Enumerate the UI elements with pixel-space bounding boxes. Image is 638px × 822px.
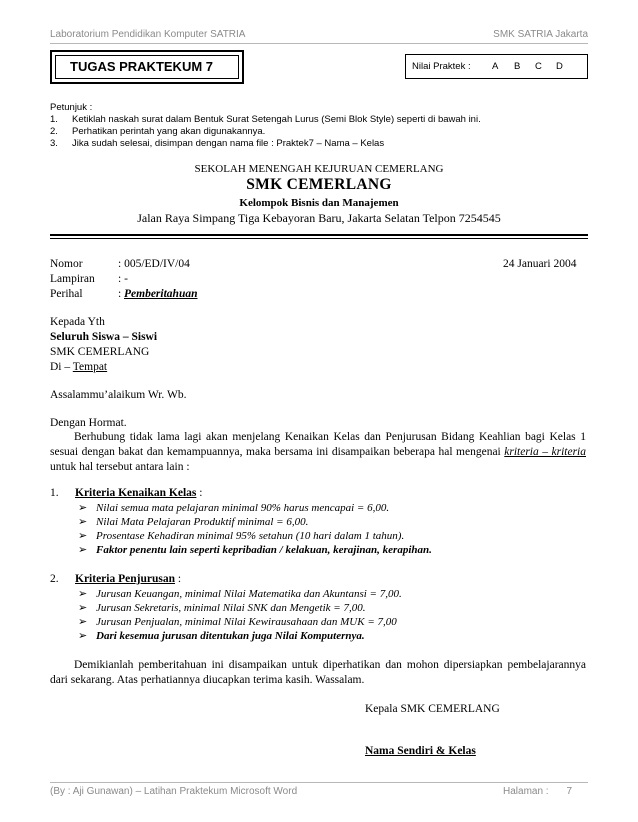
nilai-box bbox=[405, 54, 588, 79]
letterhead-address: Jalan Raya Simpang Tiga Kebayoran Baru, Jakarta Selatan Telpon 7254545 bbox=[137, 211, 501, 225]
lampiran-label: Lampiran bbox=[50, 273, 95, 285]
instruction-item bbox=[50, 114, 588, 126]
opening: Dengan Hormat. bbox=[50, 417, 127, 429]
closing-paragraph: Demikianlah pemberitahuan ini disampaikan untuk diperhatikan dan mohon dipersiapkan pembelajarannya dari sekarang. Atas perhatiannya diucapkan terima kasih. Wassalam. bbox=[50, 659, 586, 686]
lampiran-value: : - bbox=[118, 273, 128, 285]
section1-heading bbox=[75, 486, 202, 500]
body-tail: untuk hal tersebut antara lain : bbox=[50, 461, 190, 473]
title-box bbox=[50, 50, 244, 84]
section1-colon: : bbox=[196, 487, 203, 499]
arrow-bullet-icon: ➢ bbox=[78, 602, 88, 614]
recipient-line1: Kepada Yth bbox=[50, 316, 105, 328]
instruction-num: 1. bbox=[50, 114, 58, 125]
instruction-item bbox=[50, 126, 588, 138]
body-paragraph bbox=[50, 430, 586, 475]
signature-title: Kepala SMK CEMERLANG bbox=[365, 703, 500, 715]
letter-date: 24 Januari 2004 bbox=[503, 258, 577, 270]
footer-left: (By : Aji Gunawan) – Latihan Praktekum Microsoft Word bbox=[50, 786, 298, 797]
arrow-bullet-icon: ➢ bbox=[78, 544, 88, 556]
nomor-value: : 005/ED/IV/04 bbox=[118, 258, 190, 270]
signature-name: Nama Sendiri & Kelas bbox=[365, 745, 476, 757]
body-emphasis: kriteria – kriteria bbox=[504, 446, 586, 458]
arrow-bullet-icon: ➢ bbox=[78, 616, 88, 628]
header-left: Laboratorium Pendidikan Komputer SATRIA bbox=[50, 29, 246, 40]
list-item-text: Nilai Mata Pelajaran Produktif minimal = 6,00. bbox=[96, 516, 309, 528]
list-item-text: Jurusan Penjualan, minimal Nilai Kewirausahaan dan MUK = 7,00 bbox=[96, 616, 397, 628]
arrow-bullet-icon: ➢ bbox=[78, 630, 88, 642]
list-item-text: Jurusan Keuangan, minimal Nilai Matematika dan Akuntansi = 7,00. bbox=[96, 588, 402, 600]
footer-halaman-label: Halaman : bbox=[503, 786, 549, 797]
section1-title: Kriteria Kenaikan Kelas bbox=[75, 487, 197, 499]
letterhead-line3: Kelompok Bisnis dan Manajemen bbox=[239, 197, 399, 209]
grade-a: A bbox=[492, 61, 499, 72]
instruction-item bbox=[50, 138, 588, 150]
instruction-text: Jika sudah selesai, disimpan dengan nama file : Praktek7 – Nama – Kelas bbox=[72, 138, 385, 149]
section2-num: 2. bbox=[50, 573, 59, 585]
recipient-place: Tempat bbox=[72, 361, 108, 373]
grade-d: D bbox=[556, 61, 563, 72]
title-text: TUGAS PRAKTEKUM 7 bbox=[55, 55, 239, 79]
list-item-text: Jurusan Sekretaris, minimal Nilai SNK dan Mengetik = 7,00. bbox=[96, 602, 366, 614]
arrow-bullet-icon: ➢ bbox=[78, 530, 88, 542]
list-item-text: Faktor penentu lain seperti kepribadian / kelakuan, kerajinan, kerapihan. bbox=[96, 544, 432, 556]
footer-page-number: 7 bbox=[566, 786, 572, 797]
list-item-text: Nilai semua mata pelajaran minimal 90% harus mencapai = 6,00. bbox=[96, 502, 390, 514]
recipient-prefix: Di – bbox=[50, 361, 73, 373]
recipient-line2: Seluruh Siswa – Siswi bbox=[50, 331, 158, 343]
instruction-text: Ketiklah naskah surat dalam Bentuk Surat Setengah Lurus (Semi Blok Style) seperti di bawah ini. bbox=[72, 114, 481, 125]
perihal-label: Perihal bbox=[50, 288, 83, 300]
nilai-label: Nilai Praktek : bbox=[412, 61, 471, 72]
grade-c: C bbox=[535, 61, 542, 72]
instructions bbox=[50, 102, 588, 150]
greeting: Assalammu’alaikum Wr. Wb. bbox=[50, 389, 187, 401]
section2-title: Kriteria Penjurusan bbox=[75, 573, 175, 585]
list-item-text: Prosentase Kehadiran minimal 95% setahun (10 hari dalam 1 tahun). bbox=[96, 530, 405, 542]
recipient-line4 bbox=[50, 360, 107, 374]
section1-num: 1. bbox=[50, 487, 59, 499]
body-text: Berhubung tidak lama lagi akan menjelang Kenaikan Kelas dan Penjurusan Bidang Keahlian bagi Kelas 1 sesuai dengan bakat dan kemampuannya, maka bersama ini disampaikan beberapa hal mengenai bbox=[50, 431, 586, 458]
perihal-value: Pemberitahuan bbox=[124, 288, 198, 300]
list-item-text: Dari kesemua jurusan ditentukan juga Nilai Komputernya. bbox=[96, 630, 365, 642]
instruction-num: 2. bbox=[50, 126, 58, 137]
instructions-heading: Petunjuk : bbox=[50, 102, 93, 113]
perihal-colon: : bbox=[118, 288, 122, 300]
section2-heading bbox=[75, 572, 181, 586]
letterhead-line1: SEKOLAH MENENGAH KEJURUAN CEMERLANG bbox=[194, 163, 444, 175]
arrow-bullet-icon: ➢ bbox=[78, 502, 88, 514]
instruction-num: 3. bbox=[50, 138, 58, 149]
page-header bbox=[50, 29, 588, 44]
grade-b: B bbox=[514, 61, 521, 72]
nomor-label: Nomor bbox=[50, 258, 83, 270]
recipient-line3: SMK CEMERLANG bbox=[50, 346, 150, 358]
arrow-bullet-icon: ➢ bbox=[78, 588, 88, 600]
section2-colon: : bbox=[174, 573, 182, 585]
letterhead-school-name: SMK CEMERLANG bbox=[246, 176, 392, 193]
instruction-text: Perhatikan perintah yang akan digunakannya. bbox=[72, 126, 266, 137]
arrow-bullet-icon: ➢ bbox=[78, 516, 88, 528]
letterhead-rule-thin bbox=[50, 238, 588, 239]
letterhead-rule-thick bbox=[50, 234, 588, 236]
header-right: SMK SATRIA Jakarta bbox=[493, 29, 588, 40]
page-footer bbox=[50, 782, 588, 800]
